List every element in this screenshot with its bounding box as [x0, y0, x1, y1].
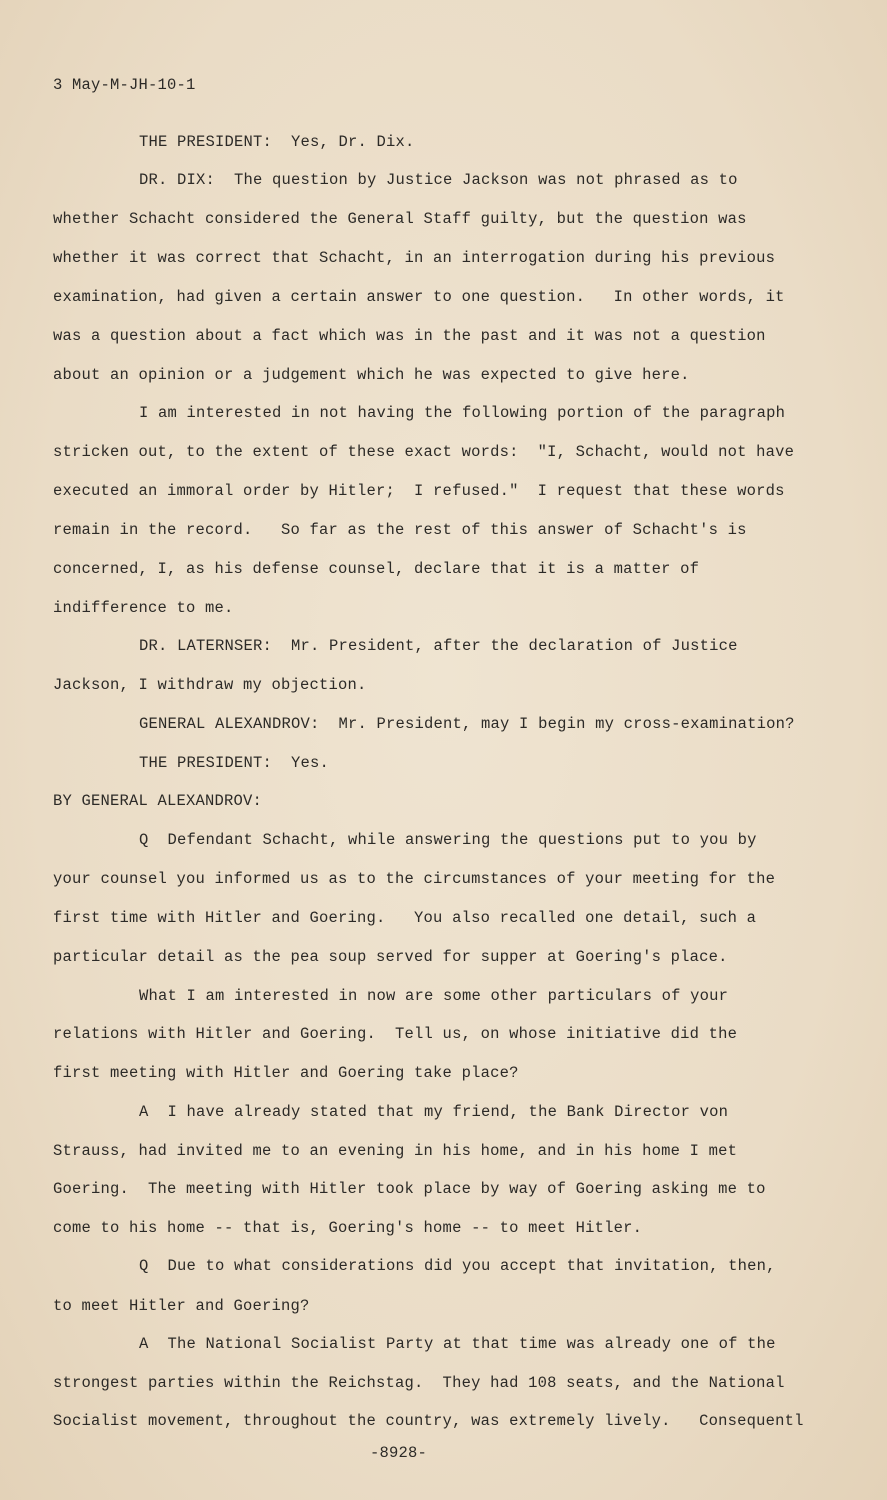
text-line: executed an immoral order by Hitler; I refused." I request that these words — [53, 482, 785, 500]
text-line: first meeting with Hitler and Goering take place? — [53, 1064, 519, 1082]
text-line: strongest parties within the Reichstag. They had 108 seats, and the National — [53, 1374, 785, 1392]
text-line: Q Due to what considerations did you accept that invitation, then, — [139, 1257, 776, 1275]
text-line: whether it was correct that Schacht, in an interrogation during his previous — [53, 249, 776, 267]
text-line: first time with Hitler and Goering. You also recalled one detail, such a — [53, 909, 757, 927]
text-line: I am interested in not having the following portion of the paragraph — [139, 404, 786, 422]
text-line: Goering. The meeting with Hitler took place by way of Goering asking me to — [53, 1180, 766, 1198]
page-number: -8928- — [370, 1444, 428, 1462]
text-line: relations with Hitler and Goering. Tell us, on whose initiative did the — [53, 1025, 738, 1043]
text-line: your counsel you informed us as to the circumstances of your meeting for the — [53, 870, 776, 888]
header-reference: 3 May-M-JH-10-1 — [53, 76, 196, 94]
text-line: was a question about a fact which was in the past and it was not a question — [53, 327, 766, 345]
text-line: about an opinion or a judgement which he was expected to give here. — [53, 366, 690, 384]
text-line: GENERAL ALEXANDROV: Mr. President, may I begin my cross-examination? — [139, 715, 795, 733]
text-line: particular detail as the pea soup served for supper at Goering's place. — [53, 948, 728, 966]
text-line: concerned, I, as his defense counsel, declare that it is a matter of — [53, 560, 700, 578]
text-line: stricken out, to the extent of these exact words: "I, Schacht, would not have — [53, 443, 795, 461]
text-line: come to his home -- that is, Goering's home -- to meet Hitler. — [53, 1219, 643, 1237]
text-line: to meet Hitler and Goering? — [53, 1297, 310, 1315]
text-line: Q Defendant Schacht, while answering the questions put to you by — [139, 831, 757, 849]
text-line: Strauss, had invited me to an evening in his home, and in his home I met — [53, 1142, 738, 1160]
text-line: THE PRESIDENT: Yes. — [139, 754, 330, 772]
text-line: A I have already stated that my friend, the Bank Director von — [139, 1103, 729, 1121]
text-line: THE PRESIDENT: Yes, Dr. Dix. — [139, 133, 415, 151]
text-line: remain in the record. So far as the rest of this answer of Schacht's is — [53, 521, 747, 539]
text-line: BY GENERAL ALEXANDROV: — [53, 792, 263, 810]
text-line: DR. DIX: The question by Justice Jackson was not phrased as to — [139, 171, 738, 189]
text-line: DR. LATERNSER: Mr. President, after the declaration of Justice — [139, 637, 738, 655]
text-line: whether Schacht considered the General Staff guilty, but the question was — [53, 210, 747, 228]
text-line: Socialist movement, throughout the country, was extremely lively. Consequentl — [53, 1412, 804, 1430]
text-line: Jackson, I withdraw my objection. — [53, 676, 367, 694]
text-line: A The National Socialist Party at that time was already one of the — [139, 1335, 776, 1353]
text-line: examination, had given a certain answer to one question. In other words, it — [53, 288, 785, 306]
text-line: indifference to me. — [53, 599, 234, 617]
text-line: What I am interested in now are some other particulars of your — [139, 987, 729, 1005]
